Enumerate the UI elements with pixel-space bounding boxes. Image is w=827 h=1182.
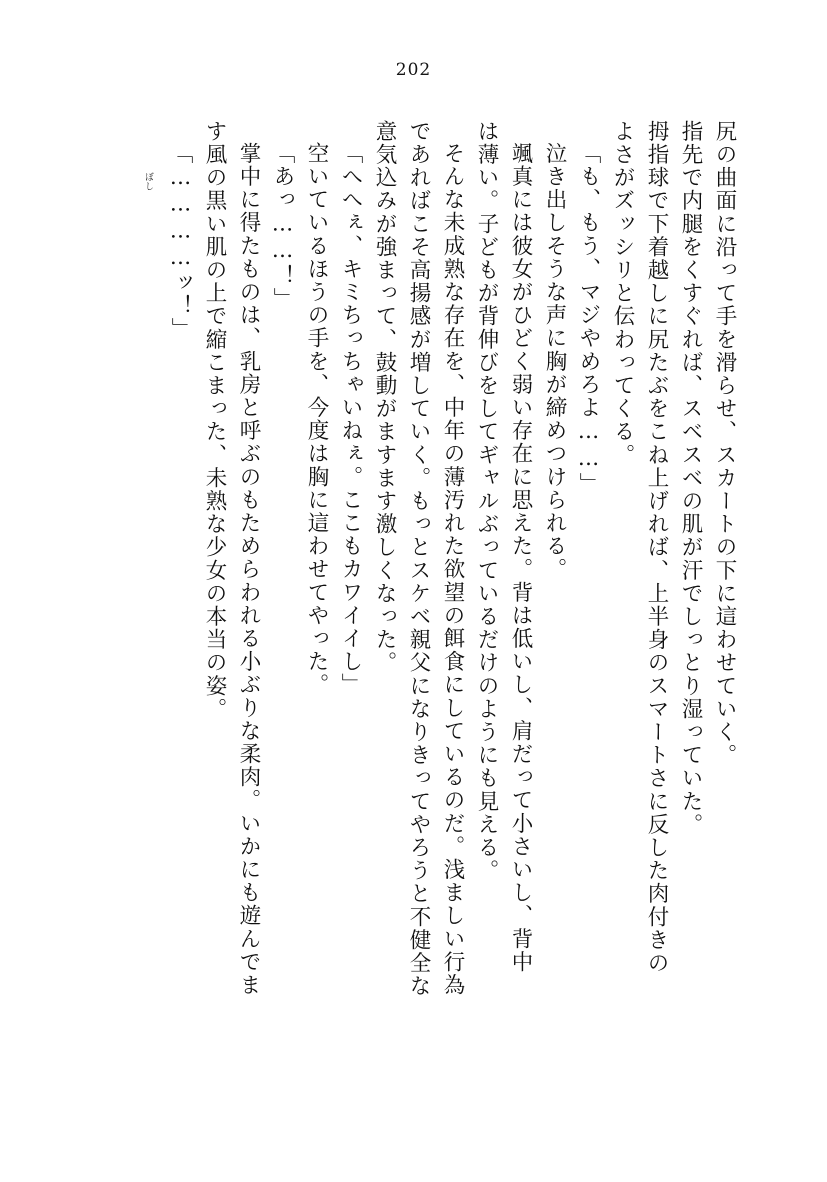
text-column: 掌中に得たものは、乳房と呼ぶのもためらわれる小ぶりな柔肉。いかにも遊んでま: [236, 142, 261, 997]
text-column: 颯真には彼女がひどく弱い存在に思えた。背は低いし、肩だって小さいし、背中: [508, 142, 533, 974]
text-column: であればこそ高揚感が増していく。もっとスケベ親父になりきってやろうと不健全な: [406, 120, 431, 998]
text-column: 拇指球で下着越しに尻たぶをこね上げれば、上半身のスマートさに反した肉付きの: [644, 120, 669, 975]
text-column: す風の黒い肌の上で縮こまった、未熟な少女の本当の姿。: [202, 120, 227, 721]
text-column: 「あっ……！」: [270, 142, 295, 311]
text-column: 「…………ッ！」: [168, 142, 193, 341]
text-column: 泣き出しそうな声に胸が締めつけられる。: [542, 142, 567, 581]
text-column: 指先で内腿をくすぐれば、スベスベの肌が汗でしっとり湿っていた。: [678, 120, 703, 837]
text-column: よさがズッシリと伝わってくる。: [610, 120, 635, 467]
text-column: 「も、もう、マジやめろよ……」: [576, 142, 601, 496]
text-column: そんな未成熟な存在を、中年の薄汚れた欲望の餌食にしているのだ。浅ましい行為: [440, 142, 465, 997]
body-text: [95, 120, 735, 1080]
text-column: 空いているほうの手を、今度は胸に這わせてやった。: [304, 142, 329, 697]
text-column: 尻の曲面に沿って手を滑らせ、スカートの下に這わせていく。: [712, 120, 737, 767]
text-column: は薄い。子どもが背伸びをしてギャルぶっているだけのようにも見える。: [474, 120, 499, 883]
ruby-annotation: ぼし: [143, 172, 153, 191]
text-column: 意気込みが強まって、鼓動がますます激しくなった。: [372, 120, 397, 675]
page-number: 202: [395, 60, 432, 80]
text-column: 「へへぇ、キミちっちゃいねぇ。ここもカワイイし」: [338, 142, 363, 697]
